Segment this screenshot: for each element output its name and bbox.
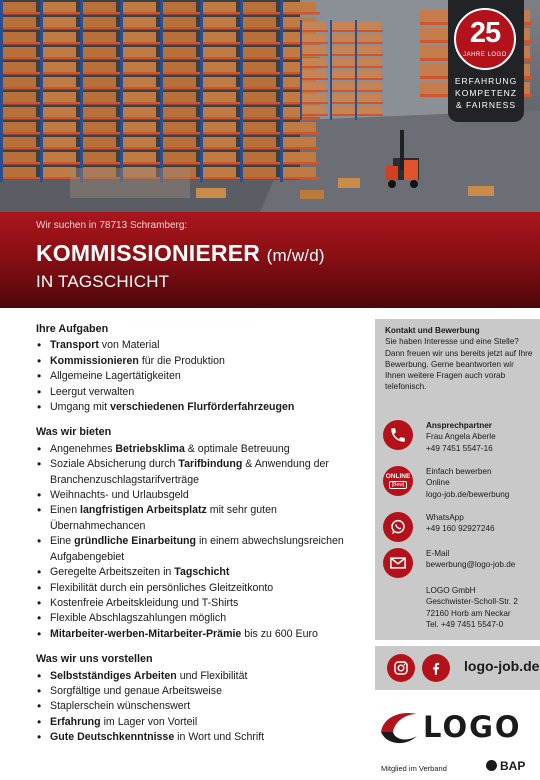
bold-text: Transport bbox=[50, 339, 99, 352]
list-item bbox=[36, 354, 366, 369]
bold-text: Gute Deutschkenntnisse bbox=[50, 731, 175, 744]
address-text bbox=[426, 585, 540, 630]
bap-mark-icon bbox=[486, 760, 497, 771]
bap-wordmark: BAP bbox=[500, 759, 526, 773]
text: Umgang mit bbox=[50, 401, 111, 414]
online-icon-label: ONLINE bbox=[385, 473, 411, 480]
job-description bbox=[36, 322, 366, 756]
text: Einen bbox=[50, 504, 81, 517]
text: im Lager von Vorteil bbox=[100, 715, 198, 728]
list-item bbox=[36, 596, 366, 611]
list-item bbox=[36, 442, 366, 457]
title-band bbox=[0, 212, 540, 308]
text: Staplerschein wünschenswert bbox=[50, 700, 191, 713]
bold-text: Betriebsklima bbox=[115, 442, 185, 455]
section-heading: Was wir uns vorstellen bbox=[36, 653, 153, 666]
bold-text: Selbstständiges Arbeiten bbox=[50, 669, 177, 682]
list-item bbox=[36, 627, 366, 642]
address-city: 72160 Horb am Neckar bbox=[426, 608, 511, 618]
list-item bbox=[36, 338, 366, 353]
text: Soziale Absicherung durch bbox=[50, 458, 179, 471]
online-url[interactable]: logo-job.de/bewerbung bbox=[426, 489, 510, 499]
online-text bbox=[426, 466, 540, 500]
job-shift: IN TAGSCHICHT bbox=[36, 272, 170, 291]
list-item bbox=[36, 534, 366, 565]
phone-icon bbox=[383, 420, 413, 450]
email-text bbox=[426, 548, 540, 571]
address-tel: Tel. +49 7451 5547-0 bbox=[426, 619, 504, 629]
whatsapp-label: WhatsApp bbox=[426, 513, 464, 522]
contact-intro-text: Sie haben Interesse und eine Stelle? Dann freuen wir uns bereits jetzt auf Ihre Bewerbung. Gerne beantworten wir Ihnen weitere Fragen auch vorab telefonisch. bbox=[385, 337, 533, 392]
phone-label: Ansprechpartner bbox=[426, 421, 492, 430]
text: Angenehmes bbox=[50, 442, 116, 455]
list-item bbox=[36, 457, 366, 488]
instagram-icon[interactable] bbox=[387, 654, 415, 682]
list-item bbox=[36, 565, 366, 580]
online-apply-icon bbox=[383, 466, 413, 496]
bold-text: Kommissionieren bbox=[50, 354, 139, 367]
list-item bbox=[36, 611, 366, 626]
text: & optimale Betreuung bbox=[184, 442, 290, 455]
text: in Wort und Schrift bbox=[174, 731, 265, 744]
bold-text: Tagschicht bbox=[174, 566, 230, 579]
badge-line-2: KOMPETENZ bbox=[455, 88, 517, 98]
company-logo bbox=[377, 704, 532, 748]
job-location: Wir suchen in 78713 Schramberg: bbox=[36, 220, 188, 231]
mail-icon bbox=[383, 548, 413, 578]
whatsapp-icon bbox=[383, 512, 413, 542]
list-item bbox=[36, 699, 366, 714]
phone-number[interactable]: +49 7451 5547-16 bbox=[426, 443, 493, 453]
email-address[interactable]: bewerbung@logo-job.de bbox=[426, 560, 516, 570]
vorstellen-list bbox=[36, 669, 366, 746]
list-item bbox=[36, 503, 366, 534]
job-title-gender: (m/w/d) bbox=[266, 246, 325, 265]
badge-number: 25 bbox=[469, 17, 501, 49]
online-label: Einfach bewerben bbox=[426, 467, 492, 476]
address-company: LOGO GmbH bbox=[426, 586, 476, 595]
list-item bbox=[36, 400, 366, 415]
list-item bbox=[36, 385, 366, 400]
website-link[interactable]: logo-job.de bbox=[464, 658, 540, 674]
section-aufgaben bbox=[36, 322, 366, 415]
phone-text bbox=[426, 420, 540, 454]
bold-text: verschiedenen Flurförderfahrzeugen bbox=[110, 401, 295, 414]
text: Kostenfreie Arbeitskleidung und T-Shirts bbox=[50, 596, 239, 609]
bold-text: langfristigen Arbeitsplatz bbox=[80, 504, 207, 517]
text: Leergut verwalten bbox=[50, 385, 135, 398]
bap-logo bbox=[486, 759, 525, 773]
text: und Flexibilität bbox=[176, 669, 248, 682]
list-item bbox=[36, 715, 366, 730]
social-bar bbox=[375, 646, 540, 690]
text: von Material bbox=[98, 339, 160, 352]
badge-subtitle: JAHRE LOGO bbox=[463, 52, 507, 58]
bold-text: Tarifbindung bbox=[178, 458, 243, 471]
phone-contact-name: Frau Angela Aberle bbox=[426, 432, 496, 442]
anniversary-seal bbox=[454, 8, 516, 70]
job-title-text: KOMMISSIONIERER bbox=[36, 240, 261, 266]
text: & Anwendung der Branchenzuschlagstarifverträge bbox=[50, 458, 329, 486]
text: Sorgfältige und genaue Arbeitsweise bbox=[50, 684, 222, 697]
list-item bbox=[36, 669, 366, 684]
section-heading: Ihre Aufgaben bbox=[36, 323, 109, 335]
text: für die Produktion bbox=[138, 354, 225, 367]
logo-swoosh-icon bbox=[377, 706, 421, 746]
text: Eine bbox=[50, 535, 75, 548]
text: Weihnachts- und Urlaubsgeld bbox=[50, 489, 189, 502]
badge-line-1: ERFAHRUNG bbox=[454, 76, 518, 86]
online-line2: Online bbox=[426, 478, 450, 488]
list-item bbox=[36, 581, 366, 596]
contact-panel bbox=[375, 319, 540, 640]
email-label: E-Mail bbox=[426, 549, 450, 558]
hero-warehouse-image bbox=[0, 0, 540, 212]
whatsapp-number[interactable]: +49 160 92927246 bbox=[426, 524, 495, 534]
text: Flexible Abschlagszahlungen möglich bbox=[50, 612, 227, 625]
list-item bbox=[36, 488, 366, 503]
anniversary-badge bbox=[448, 0, 524, 122]
member-text: Mitglied im Verband bbox=[381, 764, 447, 773]
section-bieten bbox=[36, 425, 366, 642]
job-title bbox=[36, 240, 325, 267]
badge-line-3: & FAIRNESS bbox=[455, 100, 517, 110]
address-street: Geschwister-Scholl-Str. 2 bbox=[426, 597, 518, 607]
list-item bbox=[36, 369, 366, 384]
text: bis zu 600 Euro bbox=[241, 627, 318, 640]
facebook-icon[interactable] bbox=[422, 654, 450, 682]
whatsapp-text bbox=[426, 512, 540, 535]
list-item bbox=[36, 730, 366, 745]
bold-text: Erfahrung bbox=[50, 715, 101, 728]
text: Geregelte Arbeitszeiten in bbox=[50, 566, 175, 579]
contact-title: Kontakt und Bewerbung bbox=[385, 326, 480, 335]
aufgaben-list bbox=[36, 338, 366, 415]
logo-wordmark: LOGO bbox=[423, 710, 522, 744]
list-item bbox=[36, 684, 366, 699]
text: Flexibilität durch ein persönliches Gleitzeitkonto bbox=[50, 581, 274, 594]
text: mit sehr guten Übernahmechancen bbox=[50, 504, 277, 532]
bold-text: gründliche Einarbeitung bbox=[74, 535, 196, 548]
text: Allgemeine Lagertätigkeiten bbox=[50, 370, 181, 383]
section-heading: Was wir bieten bbox=[36, 426, 112, 439]
section-vorstellen bbox=[36, 652, 366, 745]
contact-intro bbox=[385, 325, 535, 393]
online-icon-sublabel: [Bew] bbox=[389, 481, 408, 489]
text: in einem abwechslungsreichen Aufgabengebiet bbox=[50, 535, 344, 563]
bieten-list bbox=[36, 442, 366, 642]
bold-text: Mitarbeiter-werben-Mitarbeiter-Prämie bbox=[50, 627, 242, 640]
